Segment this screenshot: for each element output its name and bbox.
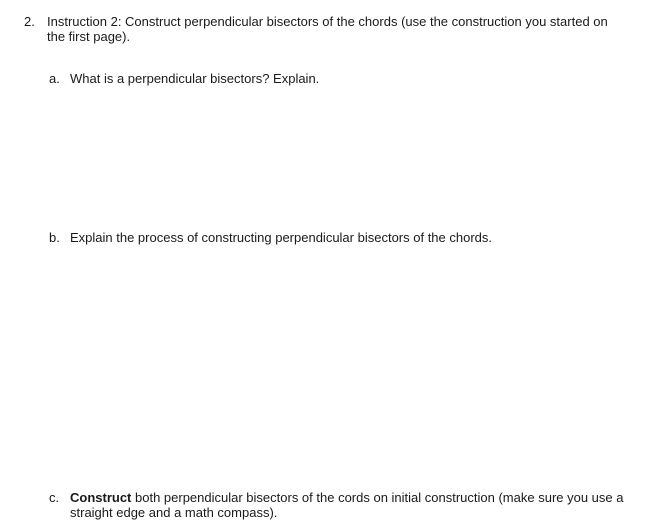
part-b-text: Explain the process of constructing perpendicular bisectors of the chords. [70,230,493,245]
question-number: 2. [24,14,35,29]
question-text: Instruction 2: Construct perpendicular bisectors of the chords (use the construction you started on the first page). [47,14,608,44]
part-c-marker: c. [49,490,60,505]
part-a-text: What is a perpendicular bisectors? Explain. [70,71,320,86]
part-a-marker: a. [49,71,60,86]
part-c-bold-text: Construct [70,490,132,505]
part-b-marker: b. [49,230,60,245]
part-c-text: both perpendicular bisectors of the cords on initial construction (make sure you use a straight edge and a math compass). [70,490,624,520]
part-c-body [70,490,630,520]
